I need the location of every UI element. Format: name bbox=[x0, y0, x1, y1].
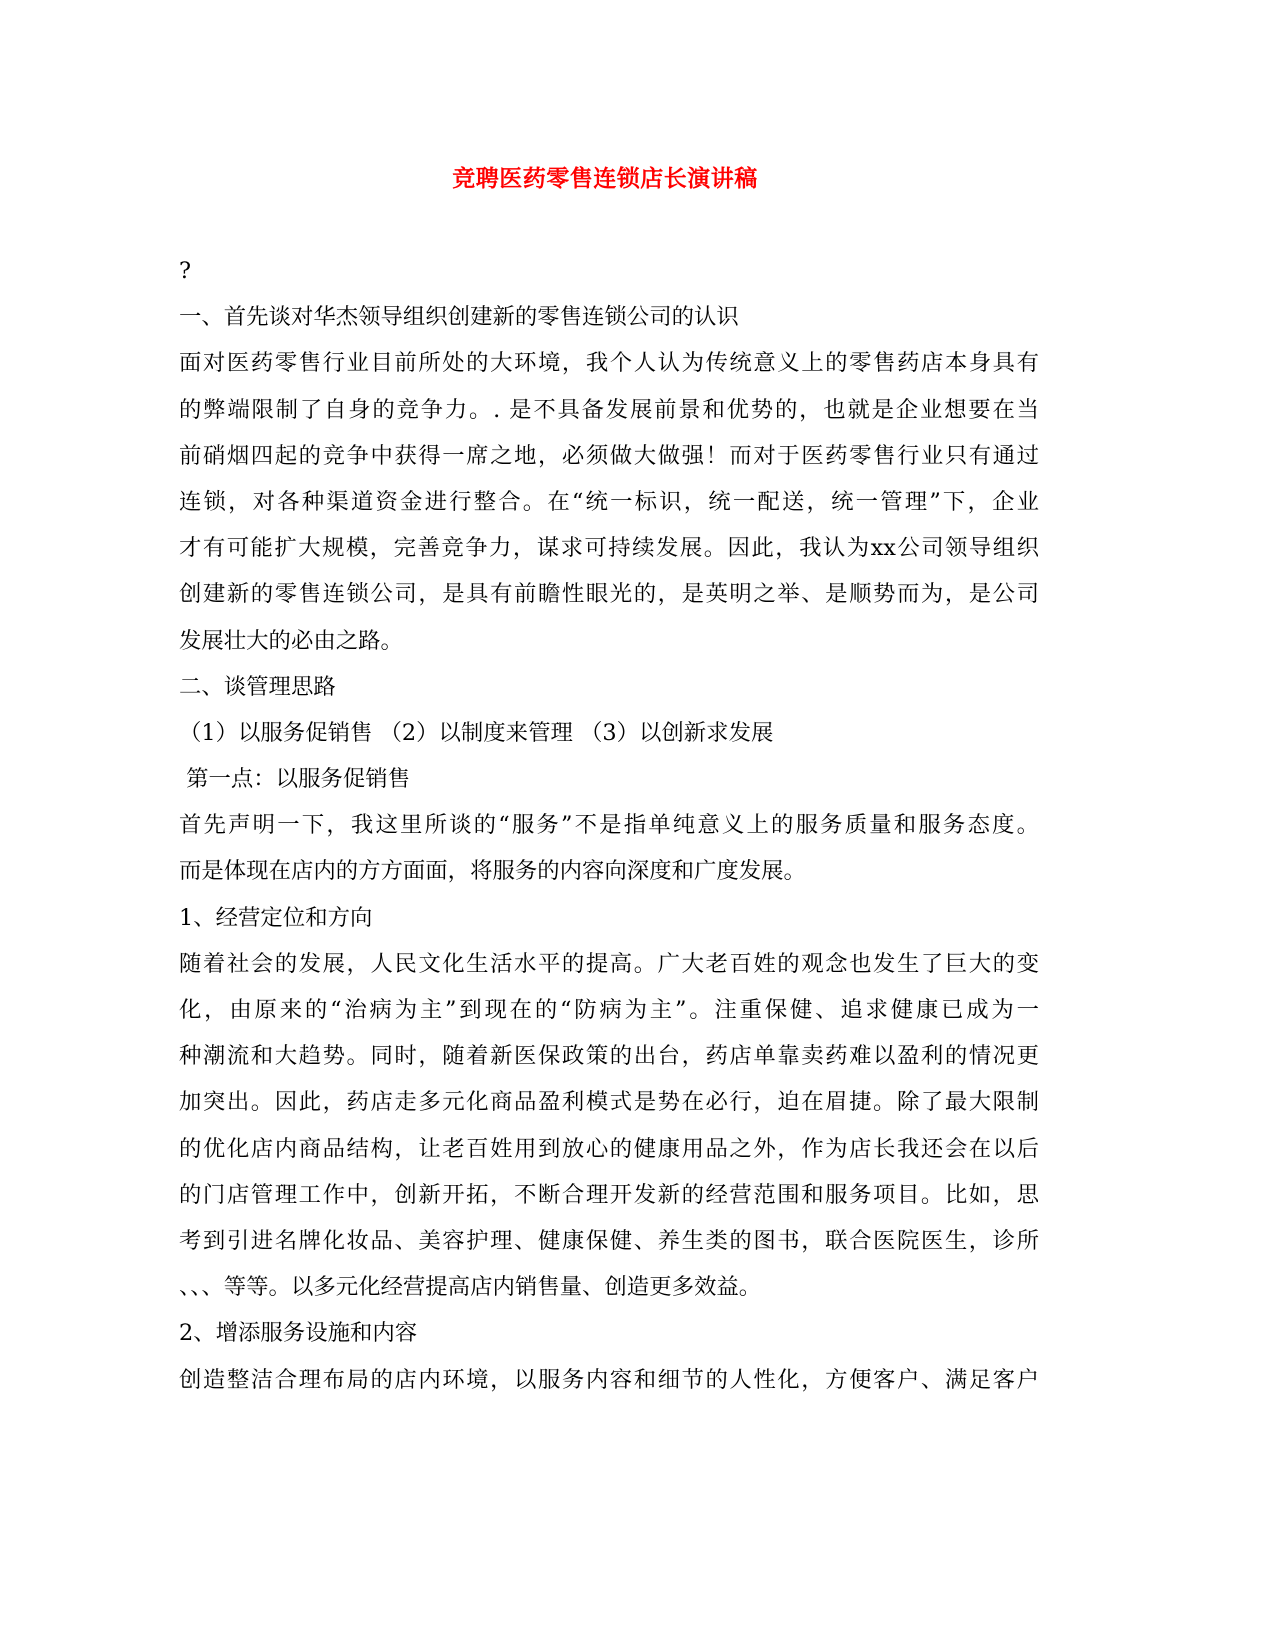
text-line: 才有可能扩大规模，完善竞争力，谋求可持续发展。因此，我认为xx公司领导组织 bbox=[179, 535, 1039, 562]
document-title: 竞聘医药零售连锁店长演讲稿 bbox=[452, 165, 758, 192]
text-line: 的门店管理工作中，创新开拓，不断合理开发新的经营范围和服务项目。比如，思 bbox=[179, 1181, 1039, 1208]
subsection-heading: 1、经营定位和方向 bbox=[179, 904, 373, 931]
text-line: 的弊端限制了自身的竞争力。. 是不具备发展前景和优势的，也就是企业想要在当 bbox=[179, 396, 1039, 423]
document-body bbox=[179, 248, 1039, 1403]
text-line: 创建新的零售连锁公司，是具有前瞻性眼光的，是英明之举、是顺势而为，是公司 bbox=[179, 581, 1039, 608]
text-line: 发展壮大的必由之路。 bbox=[179, 627, 403, 654]
text-line: 种潮流和大趋势。同时，随着新医保政策的出台，药店单靠卖药难以盈利的情况更 bbox=[179, 1043, 1039, 1070]
text-line: 随着社会的发展，人民文化生活水平的提高。广大老百姓的观念也发生了巨大的变 bbox=[179, 950, 1039, 977]
text-line: 面对医药零售行业目前所处的大环境，我个人认为传统意义上的零售药店本身具有 bbox=[179, 350, 1039, 377]
text-line: 连锁，对各种渠道资金进行整合。在“统一标识，统一配送，统一管理”下，企业 bbox=[179, 488, 1039, 515]
subsection-heading: 第一点：以服务促销售 bbox=[179, 766, 411, 793]
text-line: 考到引进名牌化妆品、美容护理、健康保健、养生类的图书，联合医院医生，诊所 bbox=[179, 1227, 1039, 1254]
text-line: 首先声明一下，我这里所谈的“服务”不是指单纯意义上的服务质量和服务态度。 bbox=[179, 812, 1039, 839]
section-heading: 一、首先谈对华杰领导组织创建新的零售连锁公司的认识 bbox=[179, 304, 739, 331]
text-line: （1）以服务促销售 （2）以制度来管理 （3）以创新求发展 bbox=[179, 719, 774, 746]
section-heading: 二、谈管理思路 bbox=[179, 673, 336, 700]
text-line: 而是体现在店内的方方面面，将服务的内容向深度和广度发展。 bbox=[179, 858, 806, 885]
text-line: 创造整洁合理布局的店内环境，以服务内容和细节的人性化，方便客户、满足客户 bbox=[179, 1366, 1039, 1393]
text-line: 加突出。因此，药店走多元化商品盈利模式是势在必行，迫在眉捷。除了最大限制 bbox=[179, 1089, 1039, 1116]
text-line: 化，由原来的“治病为主”到现在的“防病为主”。注重保健、追求健康已成为一 bbox=[179, 997, 1039, 1023]
text-line: 的优化店内商品结构，让老百姓用到放心的健康用品之外，作为店长我还会在以后 bbox=[179, 1135, 1039, 1162]
text-line: ? bbox=[179, 258, 192, 284]
text-line: 、、、等等。以多元化经营提高店内销售量、创造更多效益。 bbox=[179, 1274, 762, 1301]
text-line: 前硝烟四起的竞争中获得一席之地，必须做大做强！而对于医药零售行业只有通过 bbox=[179, 442, 1039, 469]
subsection-heading: 2、增添服务设施和内容 bbox=[179, 1320, 418, 1347]
